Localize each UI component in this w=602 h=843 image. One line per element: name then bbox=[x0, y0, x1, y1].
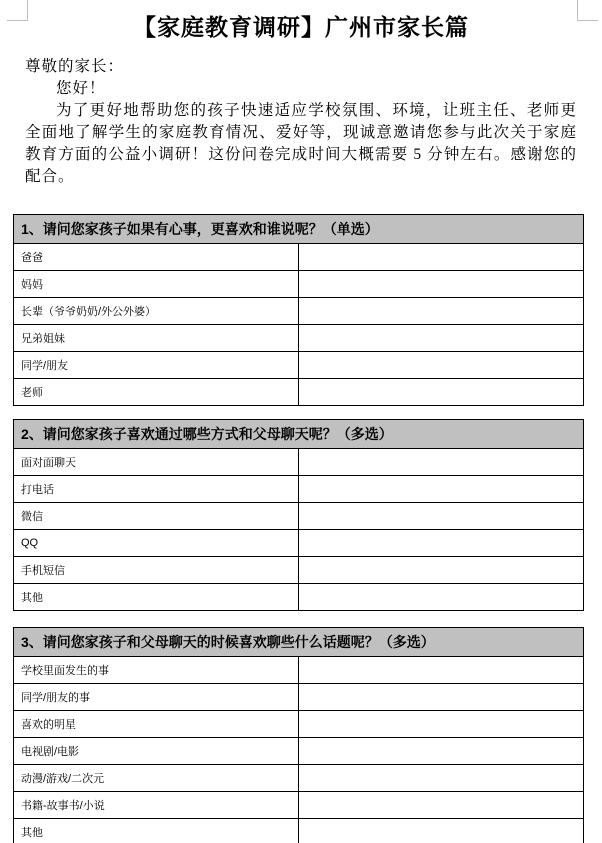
answer-cell[interactable] bbox=[299, 244, 584, 271]
option-label: 学校里面发生的事 bbox=[14, 657, 299, 684]
option-row bbox=[14, 476, 584, 503]
option-label: 同学/朋友的事 bbox=[14, 684, 299, 711]
option-label: 喜欢的明星 bbox=[14, 711, 299, 738]
answer-cell[interactable] bbox=[299, 476, 584, 503]
option-row bbox=[14, 325, 584, 352]
option-row bbox=[14, 684, 584, 711]
answer-cell[interactable] bbox=[299, 449, 584, 476]
option-label: 兄弟姐妹 bbox=[14, 325, 299, 352]
option-row bbox=[14, 711, 584, 738]
answer-cell[interactable] bbox=[299, 271, 584, 298]
crop-mark-top-right-vertical bbox=[577, 0, 578, 20]
greeting: 您好！ bbox=[56, 80, 106, 97]
answer-cell[interactable] bbox=[299, 352, 584, 379]
option-label: 书籍-故事书/小说 bbox=[14, 792, 299, 819]
option-label: 打电话 bbox=[14, 476, 299, 503]
option-row bbox=[14, 449, 584, 476]
answer-cell[interactable] bbox=[299, 530, 584, 557]
option-row bbox=[14, 503, 584, 530]
option-label: 长辈（爷爷奶奶/外公外婆） bbox=[14, 298, 299, 325]
answer-cell[interactable] bbox=[299, 684, 584, 711]
answer-cell[interactable] bbox=[299, 711, 584, 738]
option-row bbox=[14, 557, 584, 584]
intro-paragraph: 为了更好地帮助您的孩子快速适应学校氛围、环境，让班主任、老师更全面地了解学生的家庭教育情况、爱好等，现诚意邀请您参与此次关于家庭教育方面的公益小调研！这份问卷完成时间大概需要 5 分钟左右。感谢您的配合。 bbox=[25, 102, 577, 185]
crop-mark-top-left-vertical bbox=[27, 0, 28, 20]
question-1-table bbox=[13, 214, 584, 406]
option-label: 面对面聊天 bbox=[14, 449, 299, 476]
answer-cell[interactable] bbox=[299, 792, 584, 819]
option-row bbox=[14, 244, 584, 271]
salutation: 尊敬的家长： bbox=[25, 58, 125, 75]
option-row bbox=[14, 657, 584, 684]
option-label: 妈妈 bbox=[14, 271, 299, 298]
option-label: 其他 bbox=[14, 819, 299, 843]
option-row bbox=[14, 792, 584, 819]
option-label: 手机短信 bbox=[14, 557, 299, 584]
question-3-table bbox=[13, 627, 584, 843]
crop-mark-top-left-horizontal bbox=[7, 20, 28, 21]
option-label: 动漫/游戏/二次元 bbox=[14, 765, 299, 792]
question-2-title: 2、请问您家孩子喜欢通过哪些方式和父母聊天呢？（多选） bbox=[14, 420, 584, 449]
option-row bbox=[14, 584, 584, 611]
answer-cell[interactable] bbox=[299, 819, 584, 843]
option-row bbox=[14, 765, 584, 792]
option-row bbox=[14, 738, 584, 765]
option-label: 微信 bbox=[14, 503, 299, 530]
answer-cell[interactable] bbox=[299, 503, 584, 530]
option-label: 老师 bbox=[14, 379, 299, 406]
answer-cell[interactable] bbox=[299, 765, 584, 792]
answer-cell[interactable] bbox=[299, 379, 584, 406]
question-3-title: 3、请问您家孩子和父母聊天的时候喜欢聊些什么话题呢？（多选） bbox=[14, 628, 584, 657]
option-row bbox=[14, 530, 584, 557]
answer-cell[interactable] bbox=[299, 657, 584, 684]
answer-cell[interactable] bbox=[299, 298, 584, 325]
option-label: 其他 bbox=[14, 584, 299, 611]
answer-cell[interactable] bbox=[299, 557, 584, 584]
option-label: QQ bbox=[14, 530, 299, 557]
answer-cell[interactable] bbox=[299, 325, 584, 352]
survey-title: 【家庭教育调研】广州市家长篇 bbox=[133, 15, 469, 40]
option-row bbox=[14, 379, 584, 406]
option-row bbox=[14, 819, 584, 843]
option-row bbox=[14, 352, 584, 379]
question-1-title: 1、请问您家孩子如果有心事，更喜欢和谁说呢？（单选） bbox=[14, 215, 584, 244]
answer-cell[interactable] bbox=[299, 738, 584, 765]
question-2-table bbox=[13, 419, 584, 611]
option-row bbox=[14, 298, 584, 325]
option-label: 同学/朋友 bbox=[14, 352, 299, 379]
option-label: 爸爸 bbox=[14, 244, 299, 271]
intro-section bbox=[25, 56, 577, 188]
answer-cell[interactable] bbox=[299, 584, 584, 611]
option-label: 电视剧/电影 bbox=[14, 738, 299, 765]
crop-mark-top-right-horizontal bbox=[577, 20, 598, 21]
option-row bbox=[14, 271, 584, 298]
